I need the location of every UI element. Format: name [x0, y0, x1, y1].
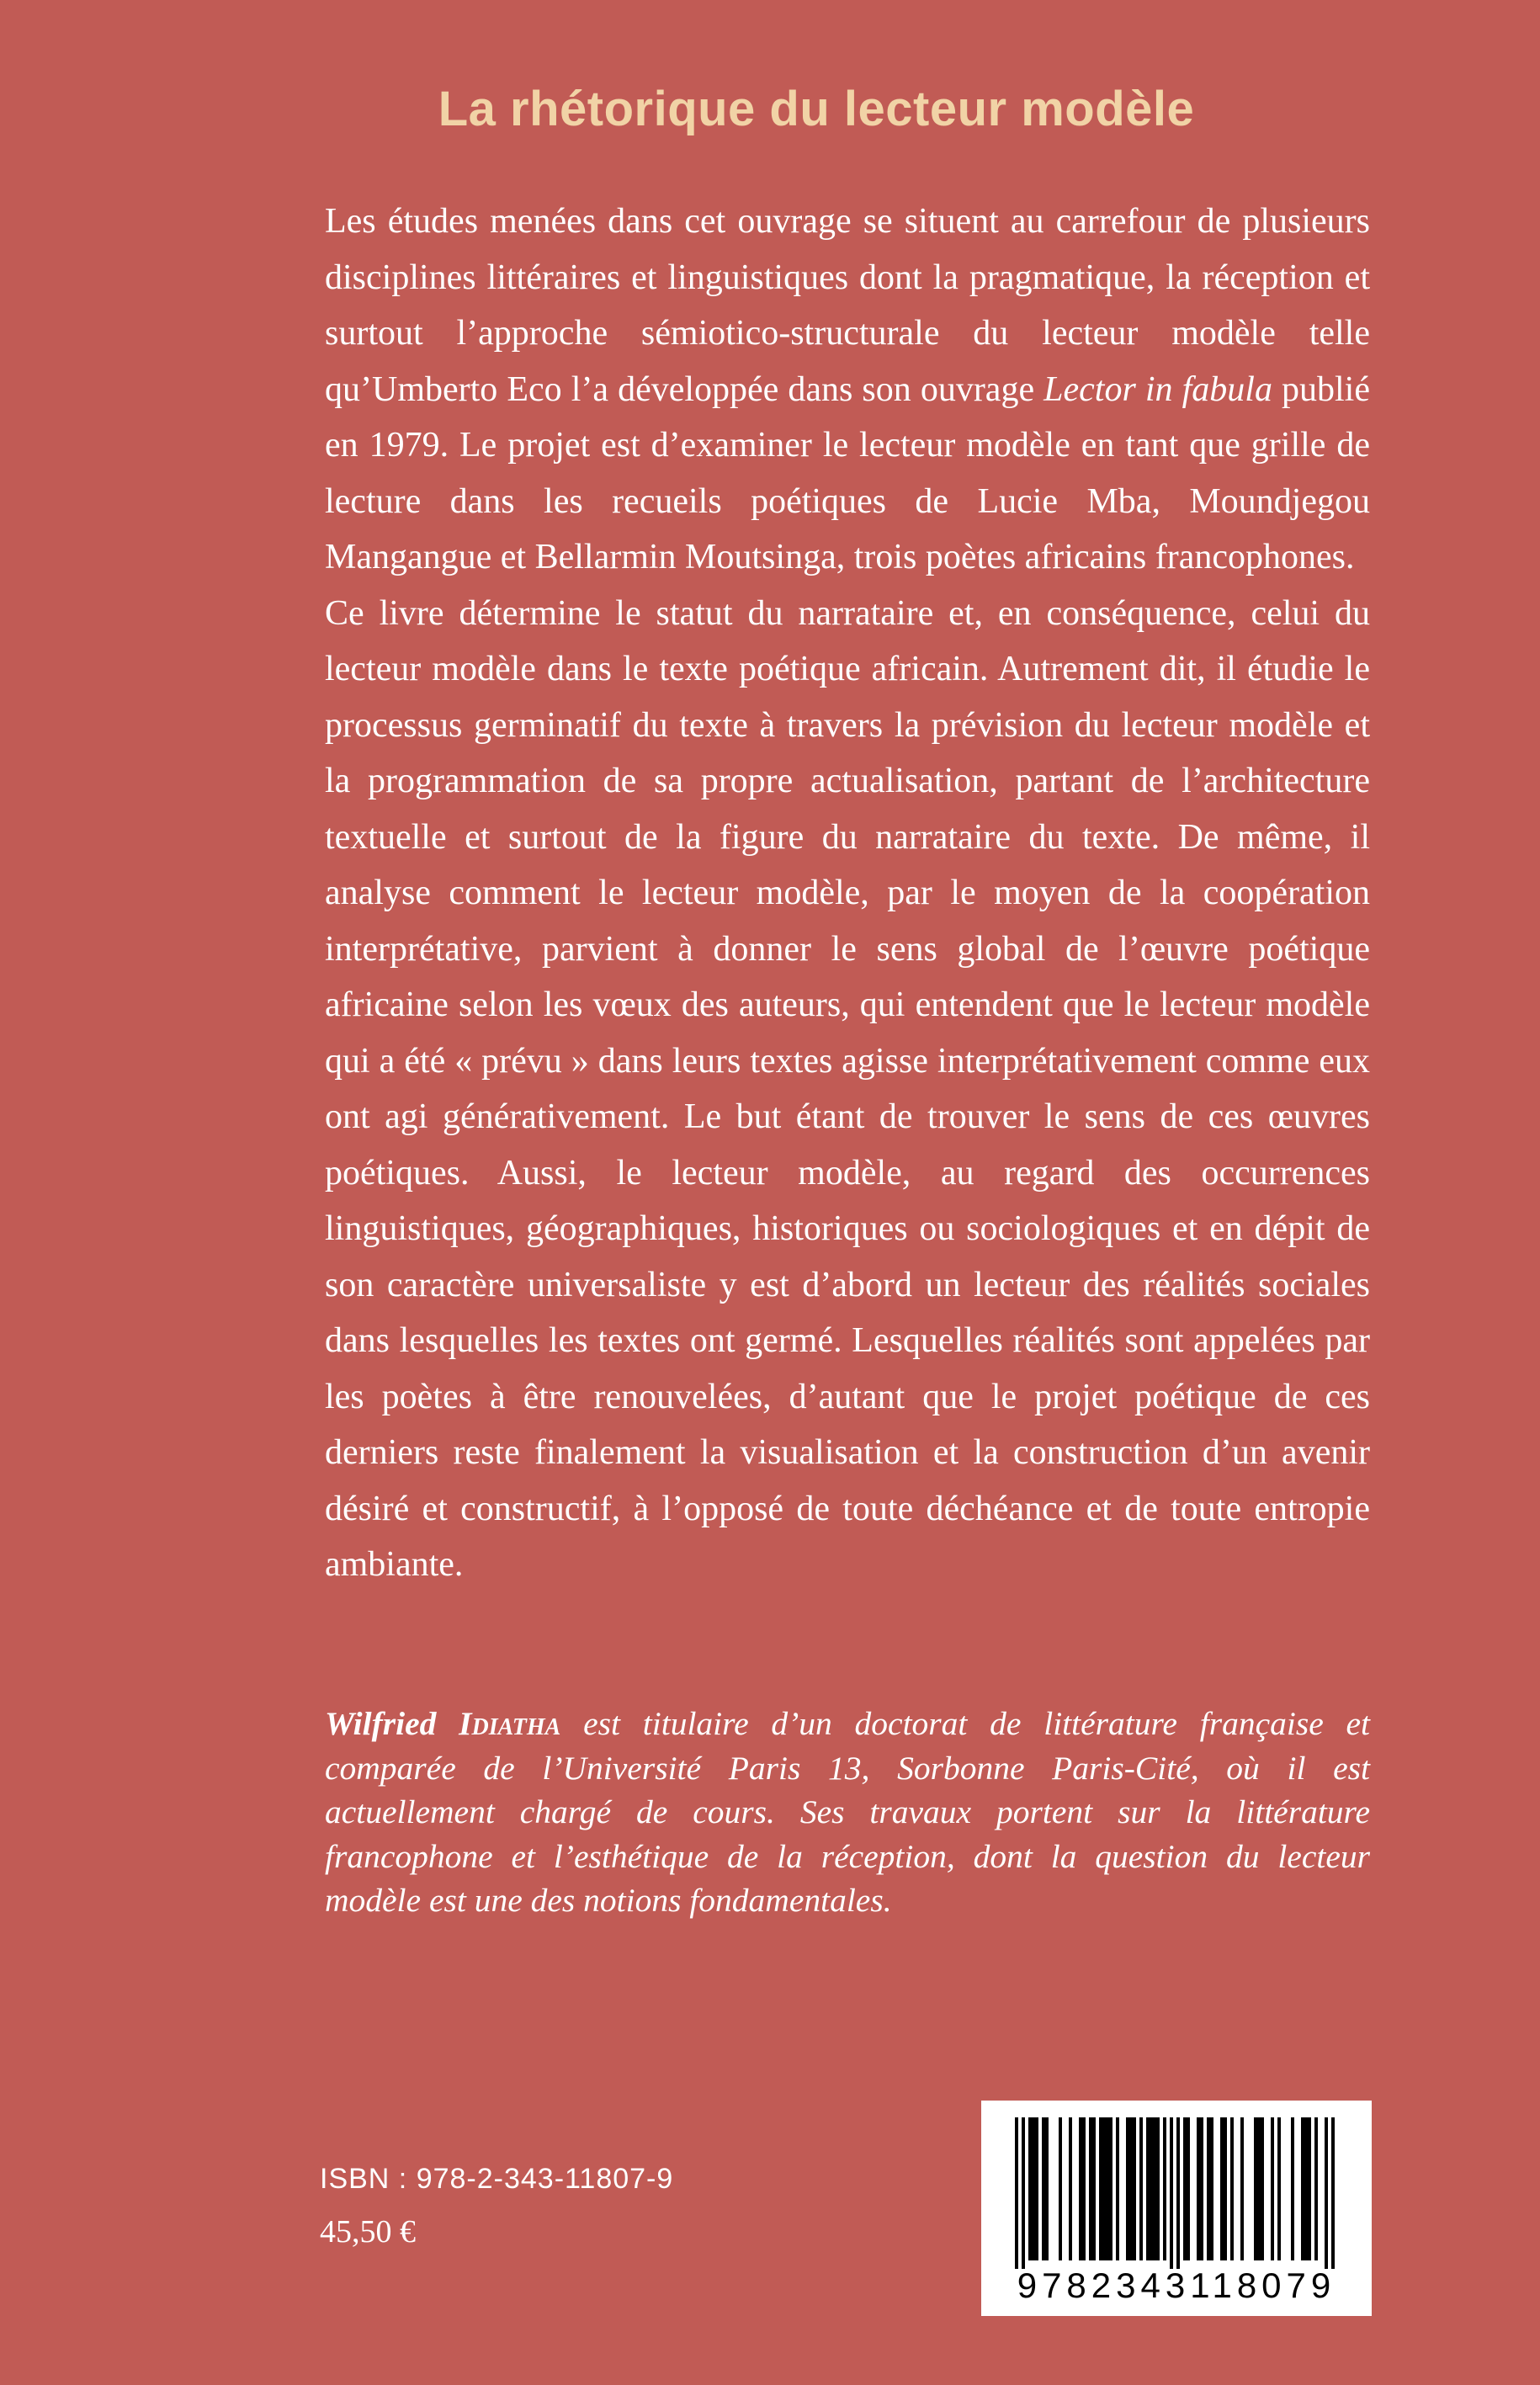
isbn-label: ISBN : 978-2-343-11807-9: [320, 2163, 674, 2195]
author-bio-text: est titulaire d’un doctorat de littérature française et comparée de l’Université Paris 13, Sorbonne Paris-Cité, où il est actuellement chargé de cours. Ses travaux portent sur la littérature francophone et l’esthétique de la réception, dont la question du lecteur modèle est une des notions fondamentales.: [325, 1705, 1371, 1919]
barcode-bar: [1187, 2117, 1190, 2260]
barcode-bar: [1032, 2117, 1035, 2260]
barcode-bar: [1304, 2117, 1308, 2260]
barcode-bar: [1126, 2117, 1129, 2260]
barcode-bar: [1170, 2117, 1173, 2269]
barcode-bar: [1163, 2117, 1166, 2260]
barcode-bar: [1308, 2117, 1311, 2260]
barcode-bar: [1183, 2117, 1187, 2260]
barcode-bar: [1301, 2117, 1304, 2260]
author-last-name: Idiatha: [459, 1705, 561, 1742]
summary-p1-start: Les études menées dans cet ouvrage se situent au carrefour de plusieurs disciplines littéraires et linguistiques dont la pragmatique, la réception et surtout l’approche sémiotico-structurale du lecteur modèle telle qu’Umberto Eco l’a développée dans son ouvrage: [325, 202, 1370, 409]
barcode-bar: [1035, 2117, 1038, 2260]
barcode-bar: [1015, 2117, 1018, 2269]
author-first-name: Wilfried: [325, 1705, 437, 1742]
barcode-bar: [1022, 2117, 1025, 2269]
back-cover-summary: [325, 194, 1370, 1593]
barcode-bar: [1220, 2117, 1224, 2260]
barcode-bar: [1129, 2117, 1133, 2260]
barcode-bar: [1045, 2117, 1049, 2260]
barcode-bar: [1314, 2117, 1318, 2260]
barcode-bar: [1224, 2117, 1227, 2260]
barcode-bar: [1254, 2117, 1257, 2260]
price-label: 45,50 €: [320, 2214, 416, 2250]
barcode-bar: [1092, 2117, 1096, 2260]
barcode-bar: [1150, 2117, 1153, 2260]
barcode-bar: [1207, 2117, 1210, 2260]
barcode-bar: [1109, 2117, 1113, 2260]
barcode-bar: [1331, 2117, 1335, 2269]
barcode-bar: [1240, 2117, 1244, 2260]
barcode-bar: [1261, 2117, 1264, 2260]
barcode-bar: [1200, 2117, 1203, 2260]
barcode-bar: [1291, 2117, 1294, 2260]
barcode-bar: [1106, 2117, 1109, 2260]
barcode-bar: [1146, 2117, 1150, 2260]
barcode-bar: [1116, 2117, 1119, 2260]
barcode-bar: [1271, 2117, 1274, 2260]
barcode-bar: [1325, 2117, 1328, 2269]
book-title: La rhétorique du lecteur modèle: [438, 82, 1195, 136]
summary-paragraph-2: Ce livre détermine le statut du narrataire et, en conséquence, celui du lecteur modèle dans le texte poétique africain. Autrement dit, il étudie le processus germinatif du texte à travers la prévision du lecteur modèle et la programmation de sa propre actualisation, partant de l’architecture textuelle et surtout de la figure du narrataire du texte. De même, il analyse comment le lecteur modèle, par le moyen de la coopération interprétative, parvient à donner le sens global de l’œuvre poétique africaine selon les vœux des auteurs, qui entendent que le lecteur modèle qui a été « prévu » dans leurs textes agisse interprétativement comme eux ont agi générativement. Le but étant de trouver le sens de ces œuvres poétiques. Aussi, le lecteur modèle, au regard des occurrences linguistiques, géographiques, historiques ou sociologiques et en dépit de son caractère universaliste y est d’abord un lecteur des réalités sociales dans lesquelles les textes ont germé. Lesquelles réalités sont appelées par les poètes à être renouvelées, d’autant que le projet poétique de ces derniers reste finalement la visualisation et la construction d’un avenir désiré et constructif, à l’opposé de toute déchéance et de toute entropie ambiante.: [325, 593, 1370, 1584]
barcode-bar: [1210, 2117, 1213, 2260]
barcode-bars: [981, 2101, 1372, 2269]
barcode-bar: [1028, 2117, 1032, 2260]
barcode-bar: [1099, 2117, 1102, 2260]
barcode-bar: [1257, 2117, 1261, 2260]
barcode-bar: [1133, 2117, 1136, 2260]
barcode-bar: [1197, 2117, 1200, 2260]
barcode-bar: [1102, 2117, 1106, 2260]
barcode-digits: 9782343118079: [1017, 2265, 1336, 2305]
barcode-bar: [1089, 2117, 1092, 2260]
barcode-bar: [1277, 2117, 1281, 2260]
barcode-bar: [1156, 2117, 1160, 2260]
summary-p1-end: publié en 1979. Le projet est d’examiner le lecteur modèle en tant que grille de lecture dans les recueils poétiques de Lucie Mba, Moundjegou Mangangue et Bellarmin Moutsinga, trois poètes africains francophones.: [325, 369, 1370, 576]
barcode-bar: [1230, 2117, 1234, 2260]
barcode-bar: [1139, 2117, 1143, 2260]
barcode-bar: [1069, 2117, 1072, 2260]
cited-work-title: Lector in fabula: [1043, 369, 1272, 409]
author-biography: [325, 1702, 1370, 1923]
barcode: [981, 2101, 1372, 2316]
barcode-bar: [1059, 2117, 1062, 2260]
barcode-bar: [1153, 2117, 1156, 2260]
barcode-bar: [1082, 2117, 1086, 2260]
barcode-bar: [1079, 2117, 1082, 2260]
summary-paragraph-1: [325, 194, 1370, 586]
barcode-bar: [1176, 2117, 1180, 2269]
barcode-bar: [1042, 2117, 1045, 2260]
